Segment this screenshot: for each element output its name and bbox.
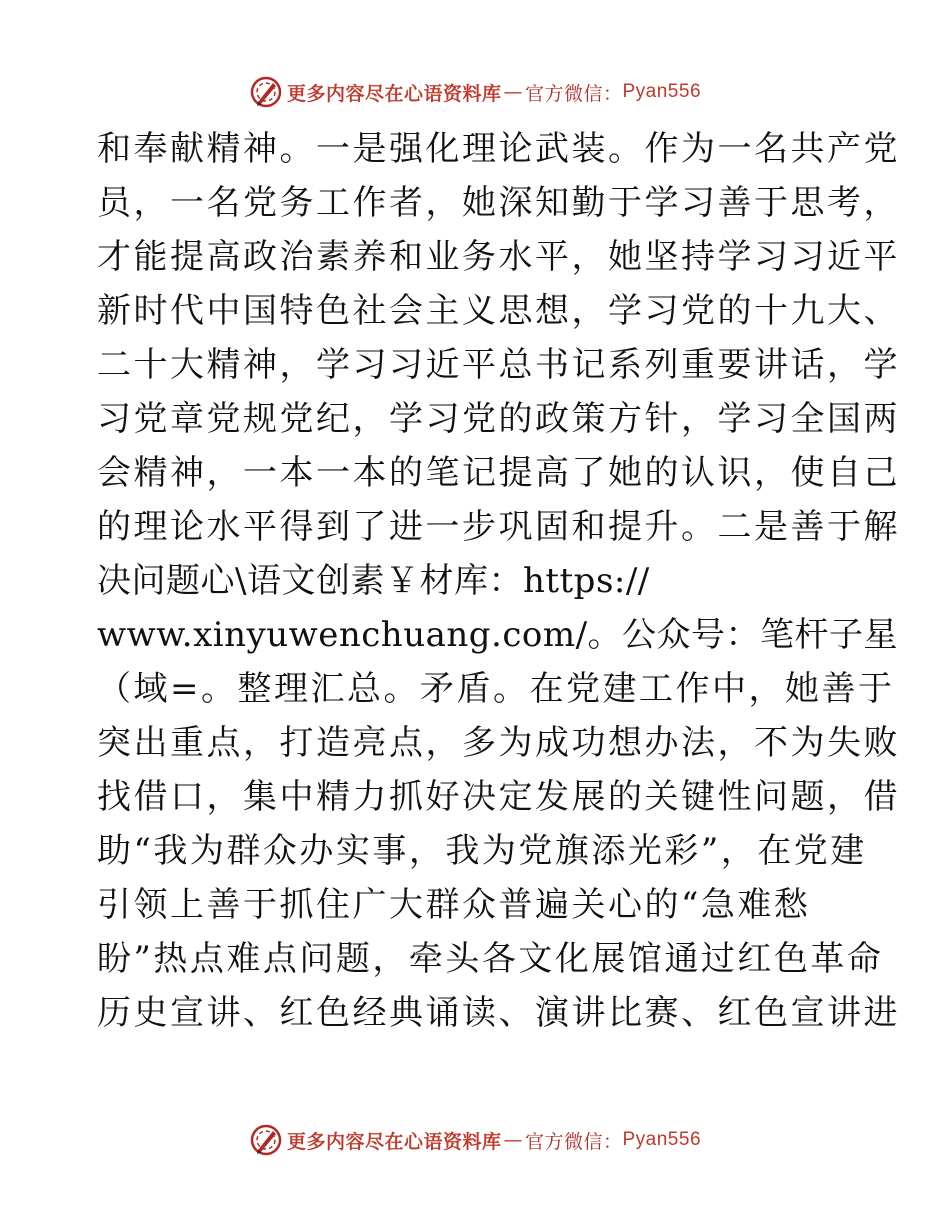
text-line: www.xinyuwenchuang.com/。公众号：笔杆子星 <box>97 615 899 655</box>
banner-wechat-id: Pyan556 <box>622 1129 702 1150</box>
banner-dash: — <box>503 81 523 103</box>
footer-watermark-banner <box>0 1120 950 1160</box>
text-line: 引领上善于抓住广大群众普遍关心的“急难愁 <box>97 885 811 925</box>
banner-wechat-label: 官方微信： <box>524 82 623 105</box>
banner-site-text: 更多内容尽在心语资料库 <box>286 82 502 105</box>
header-watermark-banner <box>0 72 950 112</box>
text-line: 助“我为群众办实事，我为党旗添光彩”，在党建 <box>97 831 867 871</box>
banner-dash: — <box>503 1129 523 1151</box>
text-line: 才能提高政治素养和业务水平，她坚持学习习近平 <box>97 237 900 277</box>
banner-wechat-label: 官方微信： <box>524 1130 623 1153</box>
text-line: 突出重点，打造亮点，多为成功想办法，不为失败 <box>97 723 900 763</box>
text-line: 和奉献精神。一是强化理论武装。作为一名共产党 <box>97 129 900 169</box>
text-line: 员，一名党务工作者，她深知勤于学习善于思考， <box>97 183 900 223</box>
text-line: 的理论水平得到了进一步巩固和提升。二是善于解 <box>97 507 900 547</box>
text-line: 会精神，一本一本的笔记提高了她的认识，使自己 <box>97 453 900 493</box>
text-line: 历史宣讲、红色经典诵读、演讲比赛、红色宣讲进 <box>97 993 900 1033</box>
pen-logo-icon <box>249 1123 283 1157</box>
banner-site-text: 更多内容尽在心语资料库 <box>286 1130 502 1153</box>
text-line: 习党章党规党纪，学习党的政策方针，学习全国两 <box>97 399 900 439</box>
text-line: 新时代中国特色社会主义思想，学习党的十九大、 <box>97 291 900 331</box>
document-body <box>97 122 900 1040</box>
pen-logo-icon <box>249 75 283 109</box>
text-line: 找借口，集中精力抓好决定发展的关键性问题，借 <box>97 777 900 817</box>
banner-wechat-id: Pyan556 <box>622 81 702 102</box>
text-line: 盼”热点难点问题，牵头各文化展馆通过红色革命 <box>97 939 884 979</box>
text-line: 二十大精神，学习习近平总书记系列重要讲话，学 <box>97 345 900 385</box>
text-line: （域=。整理汇总。矛盾。在党建工作中，她善于 <box>97 669 895 709</box>
text-line: 决问题心\语文创素￥材库：https:// <box>97 561 650 601</box>
